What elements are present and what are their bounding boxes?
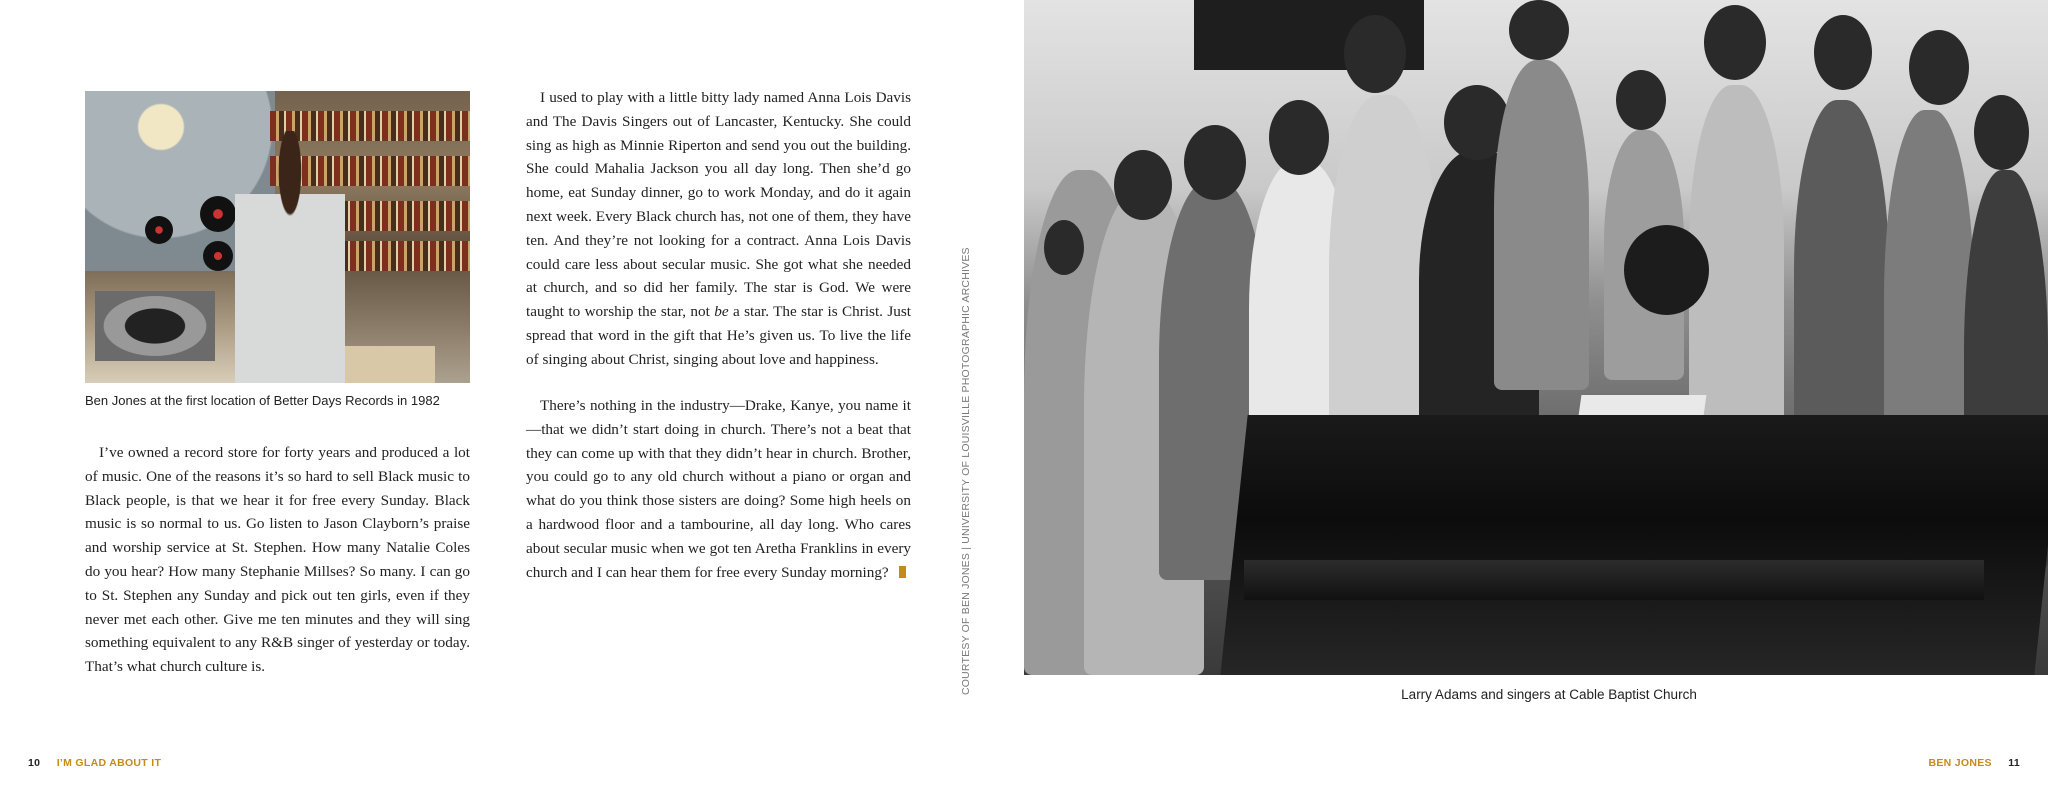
photo-turntable xyxy=(95,291,215,361)
italic-word: be xyxy=(714,303,729,321)
body-paragraph xyxy=(526,394,911,584)
paragraph-text: I used to play with a little bitty lady named Anna Lois Davis and The Davis Singers out of Lancaster, Kentucky. She could sing as high as Minnie Riperton and send you out the building. She could Mahalia Jackson you all day long. Then she’d go home, eat Sunday dinner, go to work Monday, and do it again next week. Every Black church has, not one of them, they have ten. And they’re not looking for a contract. Anna Lois Davis could care less about secular music. She got what she needed at church, and so did her family. The star is God. We were taught to worship the star, not xyxy=(526,89,911,321)
photo-piano xyxy=(1220,415,2048,675)
pianist-head xyxy=(1624,225,1709,315)
photo-vinyl-record xyxy=(145,216,173,244)
photo-singer xyxy=(1494,60,1589,390)
photo-singer-head xyxy=(1909,30,1969,105)
page-number: 11 xyxy=(2008,757,2020,769)
running-title: I’M GLAD ABOUT IT xyxy=(56,757,162,769)
running-title: BEN JONES xyxy=(1928,757,1992,769)
paragraph-text: a star. The star is Christ. Just spread that word in the gift that He’s given us. To live the life of singing about Christ, singing about love and happiness. xyxy=(526,303,911,368)
right-folio xyxy=(1928,757,2020,769)
photo-vinyl-record xyxy=(203,241,233,271)
photo-singer-head xyxy=(1814,15,1872,90)
photo-piano-keyboard xyxy=(1244,560,1984,600)
photo-singer-head xyxy=(1616,70,1666,130)
left-folio xyxy=(28,757,161,769)
paragraph-text: There’s nothing in the industry—Drake, Kanye, you name it—that we didn’t start doing in church. There’s not a beat that they can come up with that they didn’t hear in church. Brother, you could go to any old church without a piano or organ and what do you think those sisters are doing? Some high heels on a hardwood floor and a tambourine, all day long. Who cares about secular music when we got ten Aretha Franklins in every church and I can hear them for free every Sunday morning? xyxy=(526,397,911,581)
end-of-story-mark xyxy=(899,566,906,578)
photo-credit: COURTESY OF BEN JONES | UNIVERSITY OF LOUISVILLE PHOTOGRAPHIC ARCHIVES xyxy=(960,247,972,695)
church-choir-photo xyxy=(1024,0,2048,675)
page-number: 10 xyxy=(28,757,41,769)
photo-singer-head xyxy=(1114,150,1172,220)
photo-credit-wrapper xyxy=(960,247,972,707)
photo-singer-head xyxy=(1044,220,1084,275)
body-paragraph: I’ve owned a record store for forty years and produced a lot of music. One of the reasons it’s so hard to sell Black music to Black people, is that we hear it for free every Sunday. Black music is so normal to us. Go listen to Jason Clayborn’s praise and worship service at St. Stephen. How many Natalie Coles do you hear? How many Stephanie Millses? So many. I can go to St. Stephen any Sunday and pick out ten girls, even if they never met each other. Give me ten minutes and they will sing something equivalent to any R&B singer of yesterday or today. That’s what church culture is. xyxy=(85,444,470,676)
left-photo-caption: Ben Jones at the first location of Better Days Records in 1982 xyxy=(85,393,440,408)
photo-singer-head xyxy=(1184,125,1246,200)
photo-man xyxy=(235,131,345,383)
photo-singer-head xyxy=(1269,100,1329,175)
photo-box xyxy=(345,346,435,383)
photo-singer-head xyxy=(1344,15,1406,93)
photo-singer-head xyxy=(1509,0,1569,60)
right-photo-caption: Larry Adams and singers at Cable Baptist Church xyxy=(1401,687,1697,702)
photo-singer-head xyxy=(1704,5,1766,80)
body-paragraph xyxy=(526,86,911,372)
record-store-photo xyxy=(85,91,470,383)
photo-vinyl-record xyxy=(200,196,236,232)
photo-singer-head xyxy=(1974,95,2029,170)
